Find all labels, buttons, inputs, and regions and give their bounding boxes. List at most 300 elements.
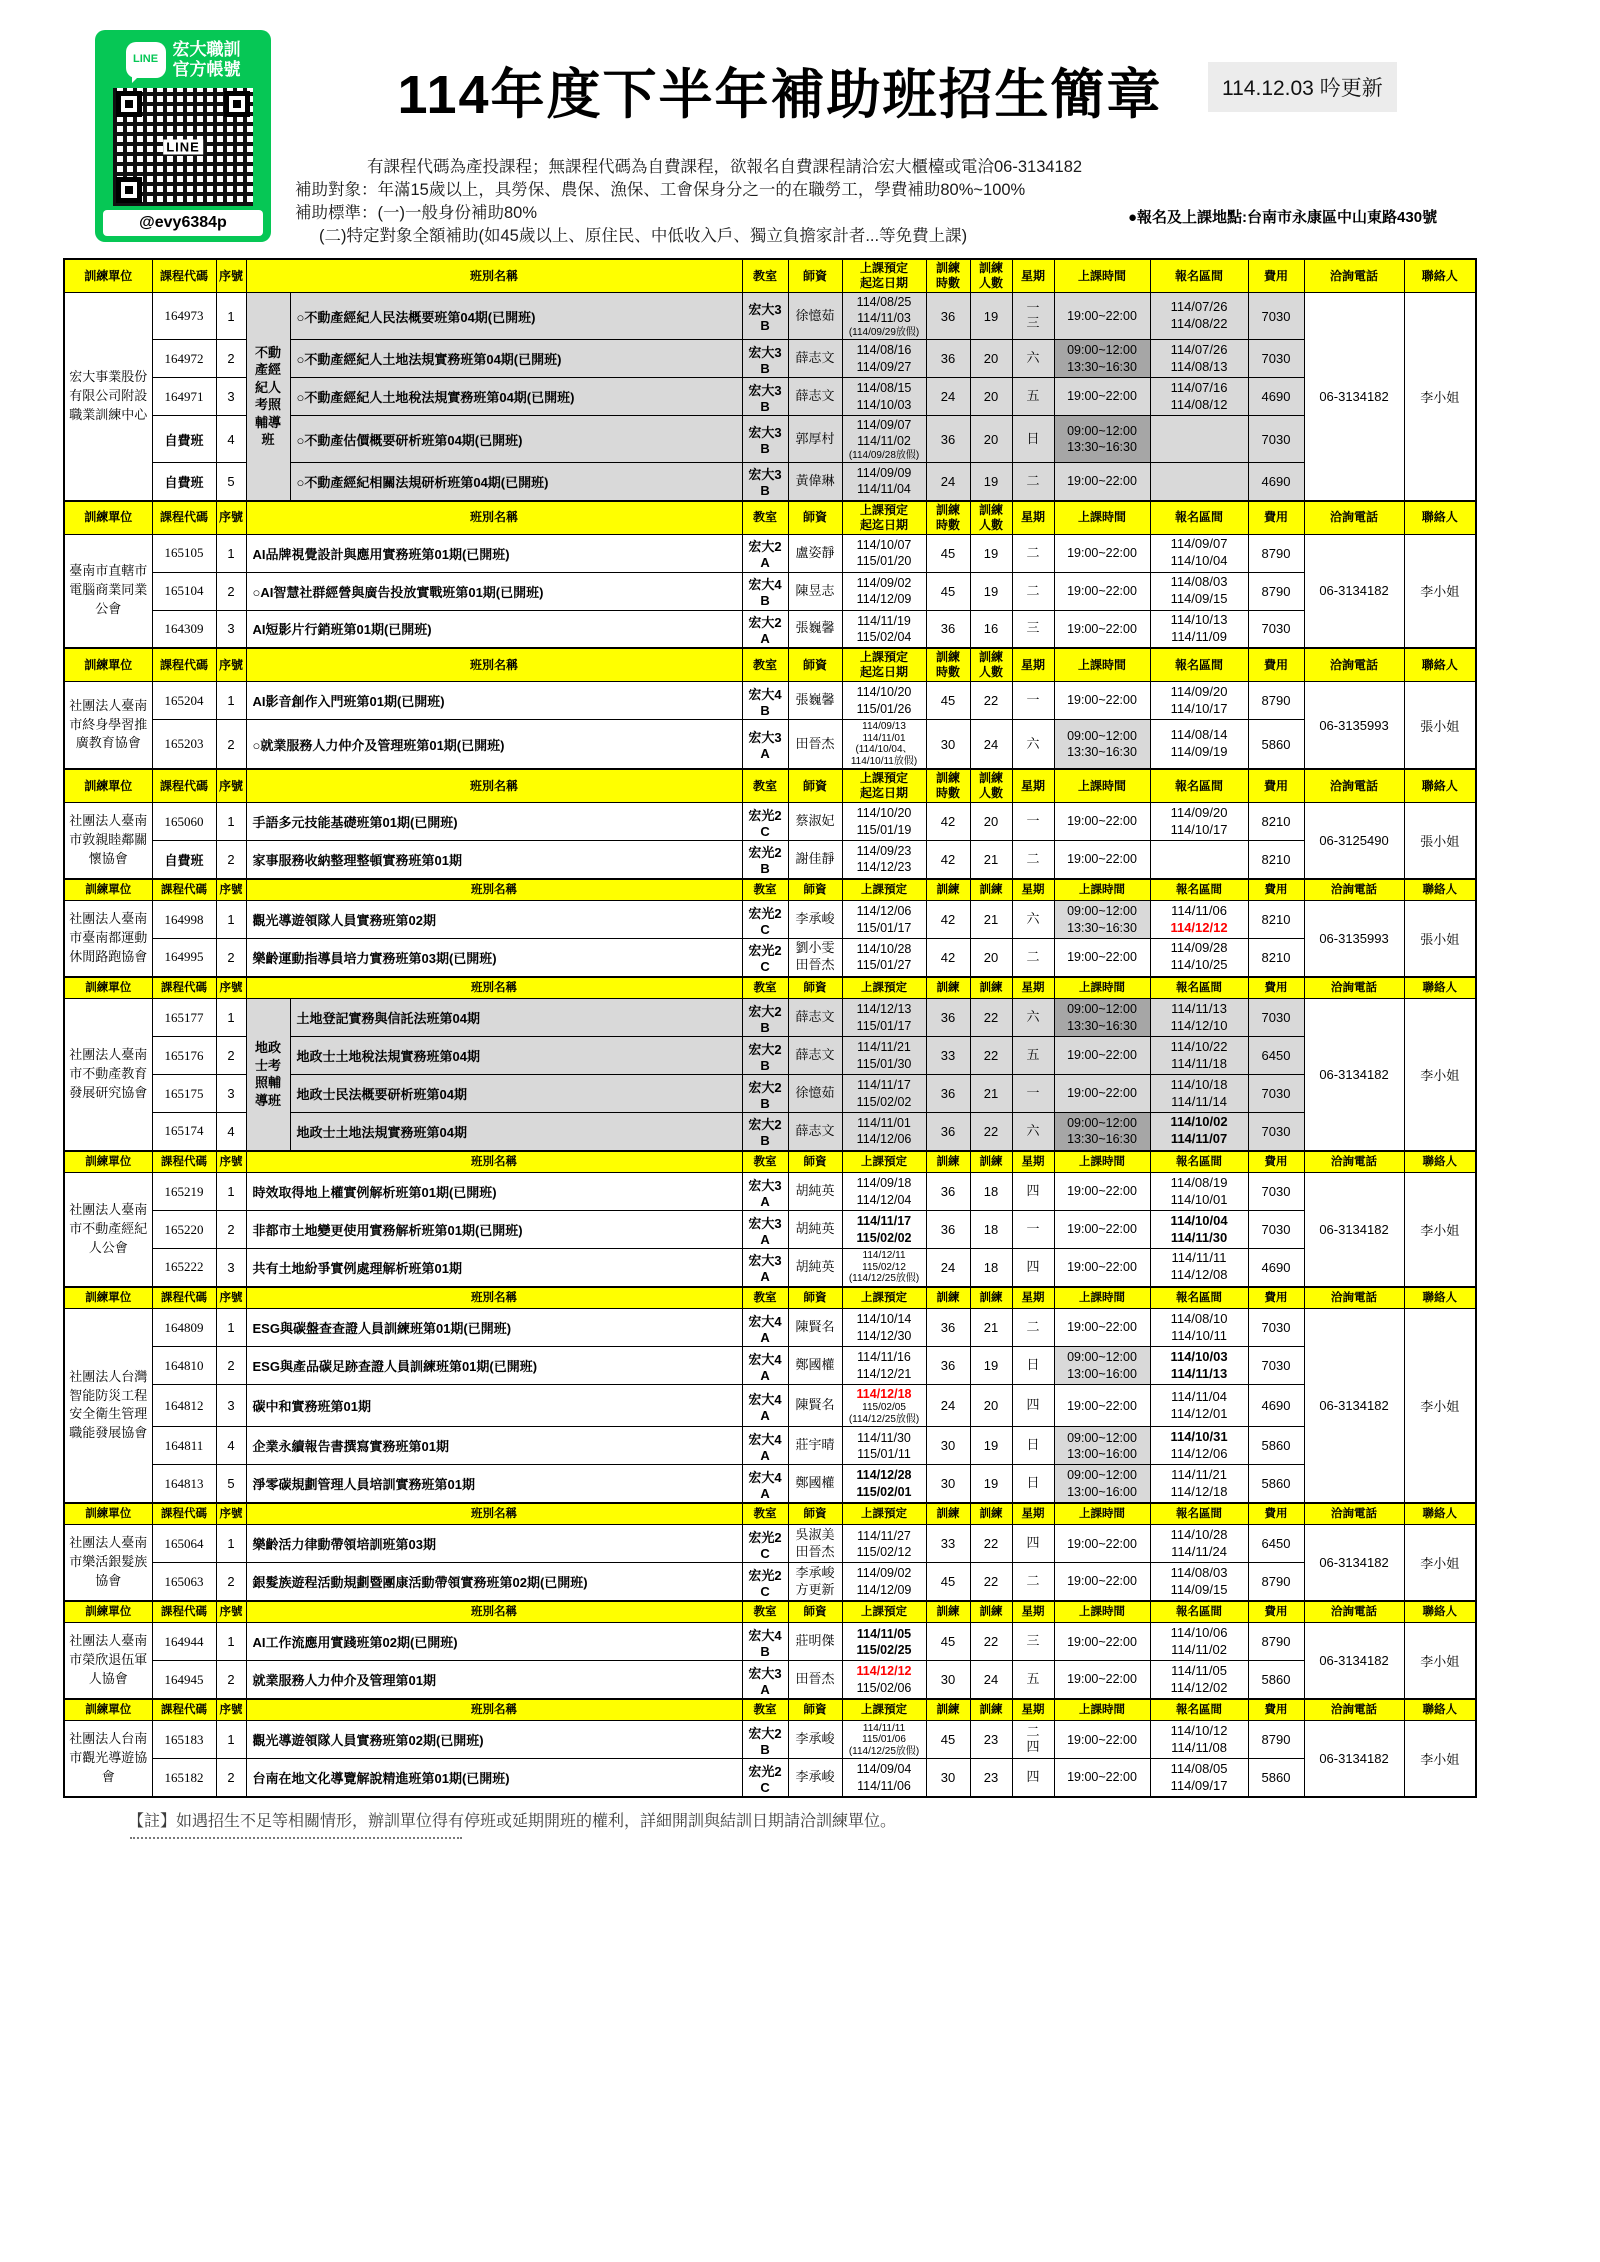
period-cell: 114/11/05 114/12/02 <box>1150 1661 1248 1699</box>
time-cell: 09:00~12:00 13:30~16:30 <box>1054 416 1150 463</box>
room-cell: 宏大4A <box>742 1309 788 1347</box>
people-cell: 19 <box>970 1465 1012 1503</box>
course-row <box>64 1759 1476 1797</box>
people-cell: 24 <box>970 720 1012 770</box>
people-cell: 19 <box>970 1347 1012 1385</box>
hours-cell: 24 <box>926 463 970 501</box>
col-header-dates: 上課預定 <box>842 1151 926 1173</box>
course-table-wrap <box>63 258 1538 1839</box>
weekday-cell: 一 <box>1012 1211 1054 1249</box>
phone-cell: 06-3134182 <box>1304 1721 1404 1797</box>
col-header-seq: 序號 <box>216 648 246 682</box>
col-header-seq: 序號 <box>216 1601 246 1623</box>
teacher-cell: 謝佳靜 <box>788 841 842 879</box>
line-qr-code <box>113 88 253 206</box>
col-header-time: 上課時間 <box>1054 1287 1150 1309</box>
col-header-fee: 費用 <box>1248 501 1304 535</box>
col-header-period: 報名區間 <box>1150 501 1248 535</box>
weekday-cell: 二 <box>1012 463 1054 501</box>
people-cell: 24 <box>970 1661 1012 1699</box>
fee-cell: 4690 <box>1248 1249 1304 1287</box>
seq-cell: 5 <box>216 463 246 501</box>
fee-cell: 6450 <box>1248 1037 1304 1075</box>
hours-cell: 36 <box>926 416 970 463</box>
column-header-row <box>64 879 1476 901</box>
hours-cell: 45 <box>926 534 970 572</box>
line-qr-badge <box>95 30 271 242</box>
col-header-teacher: 師資 <box>788 769 842 803</box>
col-header-seq: 序號 <box>216 1699 246 1721</box>
col-header-fee: 費用 <box>1248 769 1304 803</box>
people-cell: 18 <box>970 1173 1012 1211</box>
weekday-cell: 二 <box>1012 534 1054 572</box>
time-cell: 19:00~22:00 <box>1054 1721 1150 1759</box>
col-header-weekday: 星期 <box>1012 1699 1054 1721</box>
col-header-room: 教室 <box>742 879 788 901</box>
period-cell: 114/09/07 114/10/04 <box>1150 534 1248 572</box>
period-cell: 114/07/26 114/08/13 <box>1150 340 1248 378</box>
weekday-cell: 三 <box>1012 1623 1054 1661</box>
dates-cell: 114/11/16 114/12/21 <box>842 1347 926 1385</box>
col-header-room: 教室 <box>742 648 788 682</box>
col-header-name: 班別名稱 <box>246 1151 742 1173</box>
period-cell: 114/07/26 114/08/22 <box>1150 293 1248 340</box>
col-header-fee: 費用 <box>1248 1699 1304 1721</box>
seq-cell: 1 <box>216 1623 246 1661</box>
unit-cell: 社團法人臺南市不動產教育發展研究協會 <box>64 999 152 1151</box>
time-cell: 19:00~22:00 <box>1054 1759 1150 1797</box>
line-brand-line1: 宏大職訓 <box>172 39 241 59</box>
col-header-teacher: 師資 <box>788 977 842 999</box>
col-header-contact: 聯絡人 <box>1404 879 1476 901</box>
teacher-cell: 陳昱志 <box>788 572 842 610</box>
weekday-cell: 二 <box>1012 1309 1054 1347</box>
group-cell: 地政士考照輔導班 <box>246 999 290 1151</box>
hours-cell: 36 <box>926 340 970 378</box>
seq-cell: 5 <box>216 1465 246 1503</box>
course-code-cell: 165220 <box>152 1211 216 1249</box>
col-header-code: 課程代碼 <box>152 977 216 999</box>
unit-cell: 社團法人台灣智能防災工程安全衛生管理職能發展協會 <box>64 1309 152 1503</box>
col-header-hours: 訓練 <box>926 1287 970 1309</box>
col-header-people: 訓練 人數 <box>970 769 1012 803</box>
course-row <box>64 901 1476 939</box>
qr-finder-topleft <box>116 91 142 117</box>
line-logo-icon: LINE <box>126 42 166 78</box>
hours-cell: 36 <box>926 1309 970 1347</box>
period-cell: 114/08/10 114/10/11 <box>1150 1309 1248 1347</box>
contact-cell: 李小姐 <box>1404 534 1476 648</box>
fee-cell: 4690 <box>1248 463 1304 501</box>
course-name-cell: 台南在地文化導覽解說精進班第01期(已開班) <box>246 1759 742 1797</box>
col-header-weekday: 星期 <box>1012 648 1054 682</box>
contact-cell: 李小姐 <box>1404 1309 1476 1503</box>
course-code-cell: 164972 <box>152 340 216 378</box>
unit-cell: 社團法人臺南市終身學習推廣教育協會 <box>64 682 152 770</box>
col-header-unit: 訓練單位 <box>64 648 152 682</box>
time-cell: 19:00~22:00 <box>1054 463 1150 501</box>
hours-cell: 30 <box>926 1759 970 1797</box>
course-name-cell: 就業服務人力仲介及管理第01期 <box>246 1661 742 1699</box>
hours-cell: 45 <box>926 1623 970 1661</box>
course-row <box>64 1427 1476 1465</box>
col-header-time: 上課時間 <box>1054 1151 1150 1173</box>
period-cell: 114/10/03 114/11/13 <box>1150 1347 1248 1385</box>
weekday-cell: 日 <box>1012 1427 1054 1465</box>
hours-cell: 30 <box>926 1427 970 1465</box>
col-header-people: 訓練 <box>970 1503 1012 1525</box>
col-header-code: 課程代碼 <box>152 879 216 901</box>
col-header-people: 訓練 <box>970 1151 1012 1173</box>
hours-cell: 36 <box>926 1113 970 1151</box>
col-header-time: 上課時間 <box>1054 1503 1150 1525</box>
dates-cell: 114/11/27 115/02/12 <box>842 1525 926 1563</box>
period-cell: 114/11/21 114/12/18 <box>1150 1465 1248 1503</box>
course-name-cell: ESG與碳盤查查證人員訓練班第01期(已開班) <box>246 1309 742 1347</box>
line-account-id: @evy6384p <box>103 210 263 236</box>
room-cell: 宏大3B <box>742 378 788 416</box>
col-header-contact: 聯絡人 <box>1404 1699 1476 1721</box>
period-cell: 114/08/05 114/09/17 <box>1150 1759 1248 1797</box>
col-header-hours: 訓練 時數 <box>926 259 970 293</box>
people-cell: 19 <box>970 1427 1012 1465</box>
col-header-code: 課程代碼 <box>152 1503 216 1525</box>
room-cell: 宏大3A <box>742 720 788 770</box>
hours-cell: 24 <box>926 1385 970 1427</box>
period-cell: 114/10/31 114/12/06 <box>1150 1427 1248 1465</box>
fee-cell: 7030 <box>1248 1113 1304 1151</box>
intro-line-4: (二)特定對象全額補助(如45歲以上、原住民、中低收入戶、獨立負擔家計者...等免費上課) <box>319 227 968 245</box>
fee-cell: 6450 <box>1248 1525 1304 1563</box>
weekday-cell: 一 三 <box>1012 293 1054 340</box>
hours-cell: 45 <box>926 572 970 610</box>
weekday-cell: 四 <box>1012 1385 1054 1427</box>
dates-cell: 114/11/17 115/02/02 <box>842 1075 926 1113</box>
col-header-contact: 聯絡人 <box>1404 1151 1476 1173</box>
dates-cell: 114/11/30 115/01/11 <box>842 1427 926 1465</box>
period-cell: 114/10/04 114/11/30 <box>1150 1211 1248 1249</box>
teacher-cell: 胡純英 <box>788 1173 842 1211</box>
qr-finder-bottomleft <box>116 177 142 203</box>
course-name-cell: 銀髮族遊程活動規劃暨團康活動帶領實務班第02期(已開班) <box>246 1563 742 1601</box>
unit-cell: 社團法人臺南市樂活銀髮族協會 <box>64 1525 152 1601</box>
room-cell: 宏大2B <box>742 1721 788 1759</box>
room-cell: 宏大4A <box>742 1385 788 1427</box>
contact-cell: 張小姐 <box>1404 901 1476 977</box>
hours-cell: 30 <box>926 720 970 770</box>
people-cell: 19 <box>970 463 1012 501</box>
col-header-seq: 序號 <box>216 259 246 293</box>
course-code-cell: 165204 <box>152 682 216 720</box>
col-header-fee: 費用 <box>1248 1503 1304 1525</box>
weekday-cell: 一 <box>1012 803 1054 841</box>
col-header-time: 上課時間 <box>1054 1601 1150 1623</box>
col-header-phone: 洽詢電話 <box>1304 648 1404 682</box>
hours-cell: 36 <box>926 1173 970 1211</box>
course-code-cell: 自費班 <box>152 841 216 879</box>
col-header-period: 報名區間 <box>1150 1287 1248 1309</box>
period-cell: 114/09/20 114/10/17 <box>1150 803 1248 841</box>
dates-cell: 114/11/17 115/02/02 <box>842 1211 926 1249</box>
fee-cell: 7030 <box>1248 1075 1304 1113</box>
dates-cell: 114/12/13 115/01/17 <box>842 999 926 1037</box>
dates-cell: 114/11/11 115/01/06 (114/12/25放假) <box>842 1721 926 1759</box>
qr-center-label: LINE <box>163 140 203 155</box>
unit-cell: 宏大事業股份有限公司附設職業訓練中心 <box>64 293 152 501</box>
dates-cell: 114/10/07 115/01/20 <box>842 534 926 572</box>
col-header-teacher: 師資 <box>788 1287 842 1309</box>
teacher-cell: 徐憶茹 <box>788 1075 842 1113</box>
course-name-cell: 觀光導遊領隊人員實務班第02期(已開班) <box>246 1721 742 1759</box>
seq-cell: 3 <box>216 378 246 416</box>
dates-cell: 114/08/15 114/10/03 <box>842 378 926 416</box>
hours-cell: 30 <box>926 1465 970 1503</box>
course-name-cell: AI短影片行銷班第01期(已開班) <box>246 610 742 648</box>
course-code-cell: 自費班 <box>152 416 216 463</box>
period-cell: 114/08/03 114/09/15 <box>1150 1563 1248 1601</box>
time-cell: 19:00~22:00 <box>1054 1037 1150 1075</box>
hours-cell: 45 <box>926 1563 970 1601</box>
phone-cell: 06-3134182 <box>1304 1525 1404 1601</box>
teacher-cell: 薛志文 <box>788 340 842 378</box>
col-header-period: 報名區間 <box>1150 648 1248 682</box>
teacher-cell: 薛志文 <box>788 999 842 1037</box>
col-header-room: 教室 <box>742 1151 788 1173</box>
fee-cell: 5860 <box>1248 1465 1304 1503</box>
hours-cell: 36 <box>926 1347 970 1385</box>
time-cell: 19:00~22:00 <box>1054 293 1150 340</box>
col-header-contact: 聯絡人 <box>1404 259 1476 293</box>
col-header-teacher: 師資 <box>788 648 842 682</box>
teacher-cell: 李承峻 <box>788 1759 842 1797</box>
dates-cell: 114/11/01 114/12/06 <box>842 1113 926 1151</box>
col-header-weekday: 星期 <box>1012 1601 1054 1623</box>
unit-cell: 社團法人台南市觀光導遊協會 <box>64 1721 152 1797</box>
seq-cell: 2 <box>216 939 246 977</box>
col-header-time: 上課時間 <box>1054 648 1150 682</box>
dates-cell: 114/12/12 115/02/06 <box>842 1661 926 1699</box>
dates-cell: 114/12/11 115/02/12 (114/12/25放假) <box>842 1249 926 1287</box>
col-header-unit: 訓練單位 <box>64 1699 152 1721</box>
dates-cell: 114/09/18 114/12/04 <box>842 1173 926 1211</box>
col-header-period: 報名區間 <box>1150 1699 1248 1721</box>
hours-cell: 30 <box>926 1661 970 1699</box>
teacher-cell: 胡純英 <box>788 1211 842 1249</box>
course-name-cell: 淨零碳規劃管理人員培訓實務班第01期 <box>246 1465 742 1503</box>
room-cell: 宏大4B <box>742 682 788 720</box>
col-header-teacher: 師資 <box>788 1601 842 1623</box>
fee-cell: 5860 <box>1248 720 1304 770</box>
fee-cell: 8790 <box>1248 572 1304 610</box>
room-cell: 宏大3B <box>742 293 788 340</box>
dates-cell: 114/09/04 114/11/06 <box>842 1759 926 1797</box>
column-header-row <box>64 769 1476 803</box>
course-row <box>64 1661 1476 1699</box>
course-name-cell: ○不動產經紀人民法概要班第04期(已開班) <box>290 293 742 340</box>
time-cell: 19:00~22:00 <box>1054 1211 1150 1249</box>
col-header-room: 教室 <box>742 1699 788 1721</box>
col-header-name: 班別名稱 <box>246 769 742 803</box>
phone-cell: 06-3134182 <box>1304 1623 1404 1699</box>
course-name-cell: 地政士土地法規實務班第04期 <box>290 1113 742 1151</box>
course-name-cell: ○不動產估價概要研析班第04期(已開班) <box>290 416 742 463</box>
course-row <box>64 1623 1476 1661</box>
people-cell: 20 <box>970 378 1012 416</box>
course-code-cell: 164973 <box>152 293 216 340</box>
col-header-name: 班別名稱 <box>246 259 742 293</box>
room-cell: 宏光2C <box>742 1525 788 1563</box>
col-header-hours: 訓練 <box>926 1601 970 1623</box>
weekday-cell: 三 <box>1012 610 1054 648</box>
hours-cell: 33 <box>926 1037 970 1075</box>
seq-cell: 1 <box>216 293 246 340</box>
weekday-cell: 二 四 <box>1012 1721 1054 1759</box>
course-name-cell: ○就業服務人力仲介及管理班第01期(已開班) <box>246 720 742 770</box>
col-header-dates: 上課預定 <box>842 879 926 901</box>
weekday-cell: 四 <box>1012 1173 1054 1211</box>
column-header-row <box>64 259 1476 293</box>
col-header-phone: 洽詢電話 <box>1304 1699 1404 1721</box>
page-title: 114年度下半年補助班招生簡章 <box>397 65 1163 125</box>
weekday-cell: 六 <box>1012 1113 1054 1151</box>
seq-cell: 2 <box>216 340 246 378</box>
col-header-phone: 洽詢電話 <box>1304 1503 1404 1525</box>
col-header-dates: 上課預定 起迄日期 <box>842 769 926 803</box>
seq-cell: 3 <box>216 1249 246 1287</box>
teacher-cell: 莊明傑 <box>788 1623 842 1661</box>
col-header-unit: 訓練單位 <box>64 977 152 999</box>
contact-cell: 李小姐 <box>1404 1623 1476 1699</box>
course-name-cell: ○不動產經紀相關法規研析班第04期(已開班) <box>290 463 742 501</box>
phone-cell: 06-3134182 <box>1304 1173 1404 1287</box>
footer-note-text: 【註】如遇招生不足等相關情形，辦訓單位得有停班或延期開班的權利，詳細開訓與結訓日期請洽訓練單位。 <box>128 1812 897 1830</box>
col-header-name: 班別名稱 <box>246 879 742 901</box>
course-name-cell: 時效取得地上權實例解析班第01期(已開班) <box>246 1173 742 1211</box>
col-header-dates: 上課預定 <box>842 1503 926 1525</box>
course-code-cell: 164813 <box>152 1465 216 1503</box>
course-name-cell: 企業永續報告書撰寫實務班第01期 <box>246 1427 742 1465</box>
col-header-phone: 洽詢電話 <box>1304 769 1404 803</box>
course-code-cell: 165063 <box>152 1563 216 1601</box>
weekday-cell: 五 <box>1012 378 1054 416</box>
col-header-fee: 費用 <box>1248 879 1304 901</box>
time-cell: 09:00~12:00 13:30~16:30 <box>1054 999 1150 1037</box>
seq-cell: 1 <box>216 999 246 1037</box>
period-cell: 114/11/04 114/12/01 <box>1150 1385 1248 1427</box>
seq-cell: 2 <box>216 572 246 610</box>
time-cell: 19:00~22:00 <box>1054 841 1150 879</box>
col-header-code: 課程代碼 <box>152 1287 216 1309</box>
fee-cell: 8790 <box>1248 1563 1304 1601</box>
course-code-cell: 164309 <box>152 610 216 648</box>
dates-cell: 114/11/19 115/02/04 <box>842 610 926 648</box>
course-row <box>64 293 1476 340</box>
course-row <box>64 1563 1476 1601</box>
weekday-cell: 一 <box>1012 1075 1054 1113</box>
fee-cell: 7030 <box>1248 1309 1304 1347</box>
col-header-weekday: 星期 <box>1012 769 1054 803</box>
col-header-seq: 序號 <box>216 1503 246 1525</box>
col-header-contact: 聯絡人 <box>1404 501 1476 535</box>
col-header-room: 教室 <box>742 769 788 803</box>
seq-cell: 1 <box>216 1721 246 1759</box>
course-row <box>64 1211 1476 1249</box>
col-header-unit: 訓練單位 <box>64 769 152 803</box>
col-header-time: 上課時間 <box>1054 769 1150 803</box>
room-cell: 宏光2C <box>742 939 788 977</box>
phone-cell: 06-3134182 <box>1304 1309 1404 1503</box>
seq-cell: 2 <box>216 1347 246 1385</box>
dates-cell: 114/10/20 115/01/19 <box>842 803 926 841</box>
fee-cell: 7030 <box>1248 340 1304 378</box>
course-code-cell: 165174 <box>152 1113 216 1151</box>
weekday-cell: 日 <box>1012 416 1054 463</box>
time-cell: 09:00~12:00 13:00~16:00 <box>1054 1427 1150 1465</box>
line-brand-line2: 官方帳號 <box>172 60 241 79</box>
period-cell: 114/11/13 114/12/10 <box>1150 999 1248 1037</box>
course-row <box>64 1721 1476 1759</box>
weekday-cell: 四 <box>1012 1249 1054 1287</box>
seq-cell: 2 <box>216 720 246 770</box>
col-header-fee: 費用 <box>1248 1601 1304 1623</box>
course-name-cell: ESG與產品碳足跡查證人員訓練班第01期(已開班) <box>246 1347 742 1385</box>
course-code-cell: 165105 <box>152 534 216 572</box>
teacher-cell: 徐憶茹 <box>788 293 842 340</box>
col-header-weekday: 星期 <box>1012 259 1054 293</box>
course-row <box>64 1385 1476 1427</box>
people-cell: 23 <box>970 1759 1012 1797</box>
period-cell: 114/10/18 114/11/14 <box>1150 1075 1248 1113</box>
col-header-unit: 訓練單位 <box>64 879 152 901</box>
col-header-code: 課程代碼 <box>152 501 216 535</box>
time-cell: 19:00~22:00 <box>1054 1525 1150 1563</box>
fee-cell: 4690 <box>1248 1385 1304 1427</box>
column-header-row <box>64 1503 1476 1525</box>
unit-cell: 社團法人臺南市臺南都運動休閒路跑協會 <box>64 901 152 977</box>
hours-cell: 36 <box>926 999 970 1037</box>
col-header-period: 報名區間 <box>1150 769 1248 803</box>
col-header-contact: 聯絡人 <box>1404 1287 1476 1309</box>
room-cell: 宏大3A <box>742 1211 788 1249</box>
people-cell: 16 <box>970 610 1012 648</box>
seq-cell: 4 <box>216 1113 246 1151</box>
col-header-weekday: 星期 <box>1012 501 1054 535</box>
column-header-row <box>64 1151 1476 1173</box>
col-header-contact: 聯絡人 <box>1404 1601 1476 1623</box>
footer-note <box>128 1808 1538 1839</box>
room-cell: 宏大3A <box>742 1661 788 1699</box>
course-name-cell: 共有土地紛爭實例處理解析班第01期 <box>246 1249 742 1287</box>
people-cell: 20 <box>970 1385 1012 1427</box>
fee-cell: 8790 <box>1248 1721 1304 1759</box>
room-cell: 宏光2B <box>742 841 788 879</box>
dates-cell: 114/12/18 115/02/05 (114/12/25放假) <box>842 1385 926 1427</box>
period-cell: 114/08/19 114/10/01 <box>1150 1173 1248 1211</box>
col-header-teacher: 師資 <box>788 1151 842 1173</box>
col-header-contact: 聯絡人 <box>1404 769 1476 803</box>
hours-cell: 42 <box>926 803 970 841</box>
col-header-people: 訓練 人數 <box>970 501 1012 535</box>
weekday-cell: 五 <box>1012 1661 1054 1699</box>
qr-finder-topright <box>224 91 250 117</box>
col-header-room: 教室 <box>742 259 788 293</box>
column-header-row <box>64 501 1476 535</box>
seq-cell: 1 <box>216 803 246 841</box>
weekday-cell: 二 <box>1012 572 1054 610</box>
room-cell: 宏光2C <box>742 901 788 939</box>
fee-cell: 7030 <box>1248 1211 1304 1249</box>
dates-cell: 114/12/28 115/02/01 <box>842 1465 926 1503</box>
